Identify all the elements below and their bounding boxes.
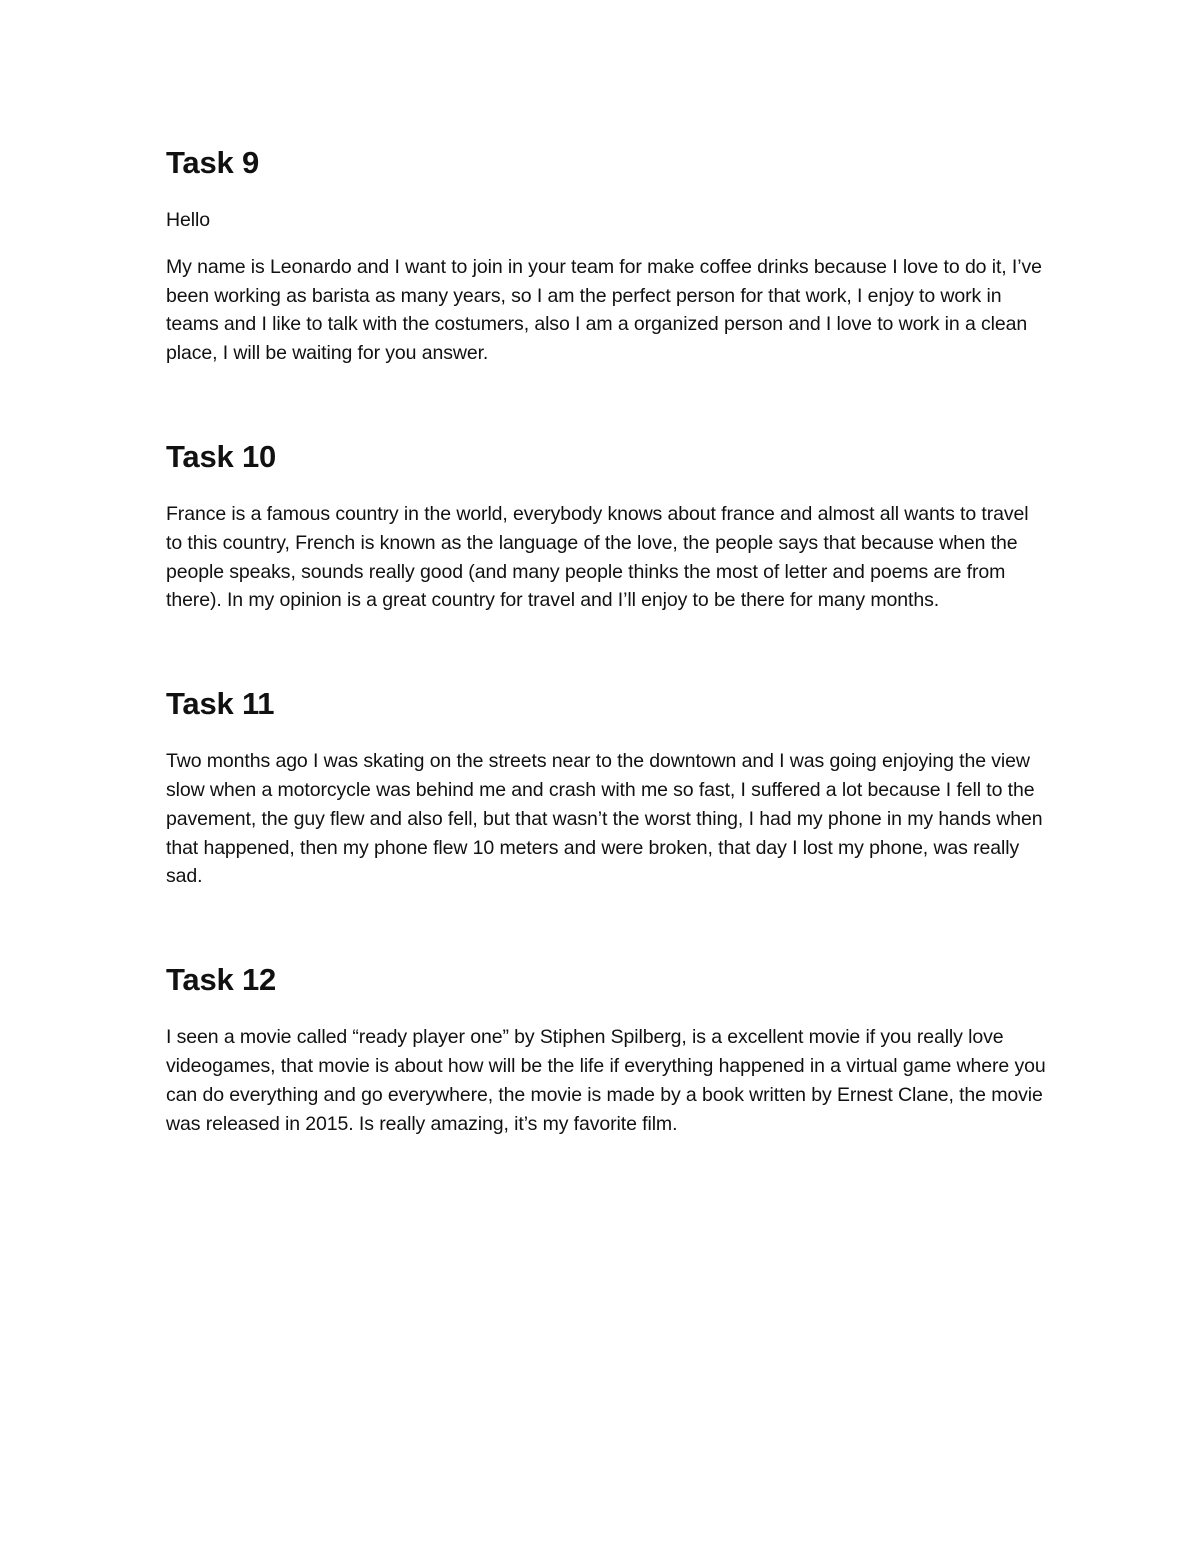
task-11-section: [166, 681, 1046, 891]
task-10-heading: Task 10: [166, 438, 277, 474]
task-12-section: [166, 957, 1046, 1138]
document-body: [166, 140, 1046, 1204]
task-11-paragraph: Two months ago I was skating on the streets near to the downtown and I was going enjoying the view slow when a motorcycle was behind me and crash with me so fast, I suffered a lot because I fell to the pavement, the guy flew and also fell, but that wasn’t the worst thing, I had my phone in my hands when that happened, then my phone flew 10 meters and were broken, that day I lost my phone, was really sad.: [166, 750, 1043, 888]
task-12-heading: Task 12: [166, 962, 277, 998]
task-10-section: [166, 434, 1046, 615]
task-11-heading: Task 11: [166, 686, 275, 722]
task-9-greeting: Hello: [166, 209, 210, 231]
task-9-paragraph: My name is Leonardo and I want to join in your team for make coffee drinks because I love to do it, I’ve been working as barista as many years, so I am the perfect person for that work, I enjoy to work in teams and I like to talk with the costumers, also I am a organized person and I love to work in a clean place, I will be waiting for you answer.: [166, 255, 1042, 365]
task-9-section: [166, 140, 1046, 368]
task-9-heading: Task 9: [166, 145, 260, 180]
task-10-paragraph: France is a famous country in the world, everybody knows about france and almost all wants to travel to this country, French is known as the language of the love, the people says that because when the people speaks, sounds really good (and many people thinks the most of letter and poems are from there). In my opinion is a great country for travel and I’ll enjoy to be there for many months.: [166, 502, 1029, 612]
task-12-paragraph: I seen a movie called “ready player one” by Stiphen Spilberg, is a excellent movie if you really love videogames, that movie is about how will be the life if everything happened in a virtual game where you can do everything and go everywhere, the movie is made by a book written by Ernest Clane, the movie was released in 2015. Is really amazing, it’s my favorite film.: [166, 1026, 1046, 1135]
